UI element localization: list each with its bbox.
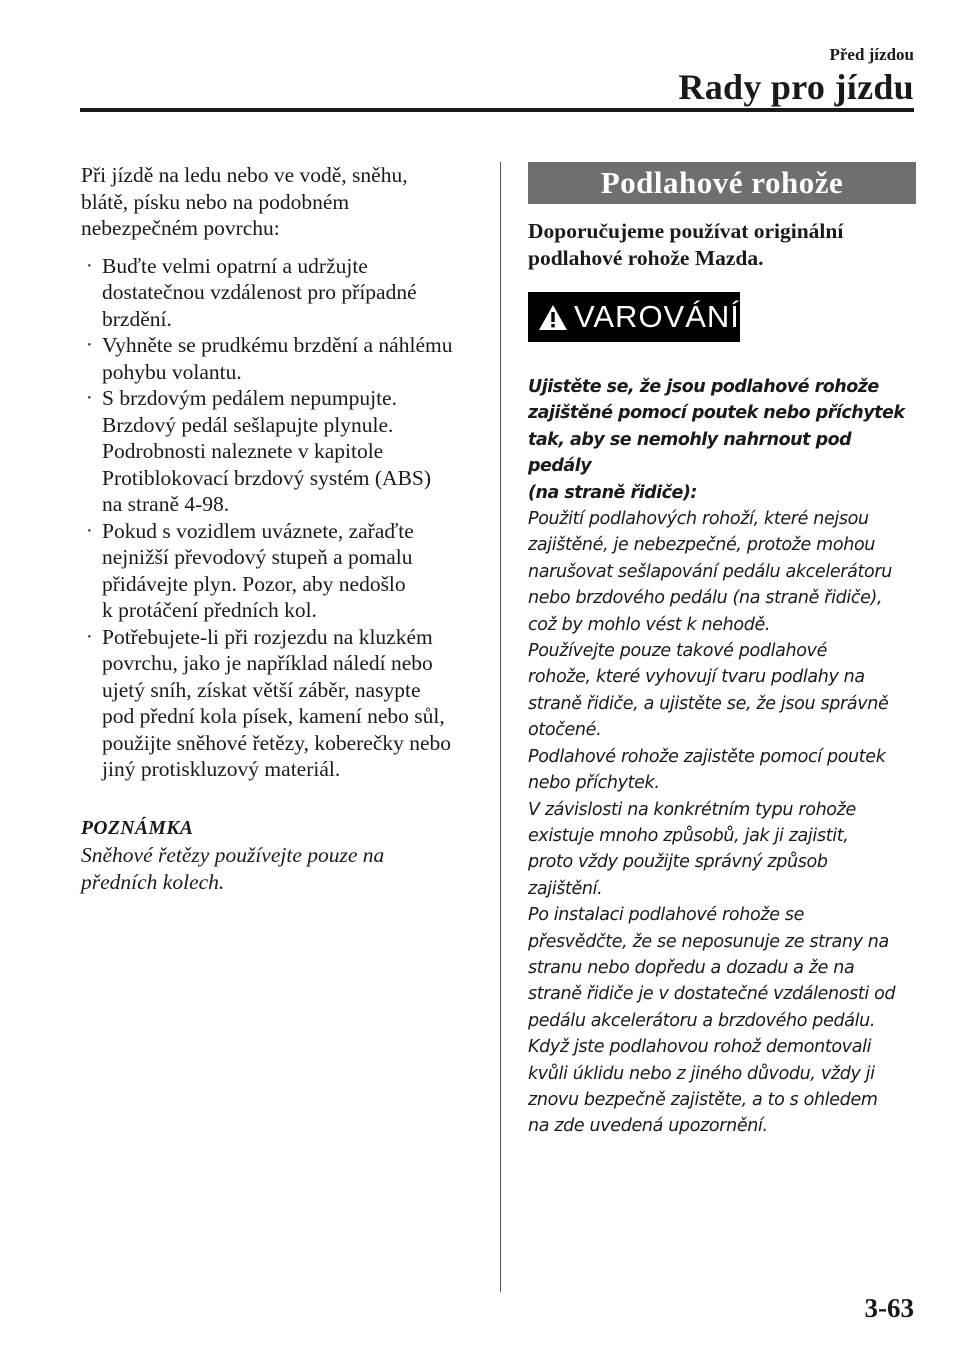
intro-line: Při jízdě na ledu nebo ve vodě, sněhu, [81,163,408,187]
bullet-dot-icon: · [86,387,93,409]
list-item: · Pokud s vozidlem uváznete, zařaďte nejnižší převodový stupeň a pomalu přidávejte plyn. Pozor, aby nedošlo k protáčení předních kol. [86,518,414,622]
intro-paragraph [81,162,481,242]
page-section-title: Rady pro jízdu [678,67,914,107]
list-item: · Potřebujete-li při rozjezdu na kluzkém povrchu, jako je například náledí nebo ujetý sníh, získat větší záběr, nasypte pod přední kola písek, kamení nebo sůl, použijte sněhové řetězy, koberečky nebo jiný protiskluzový materiál. [86,624,452,781]
warning-heading: Ujistěte se, že jsou podlahové rohože zajištěné pomocí poutek nebo příchytek tak, aby se nemohly nahrnout pod pedály (na straně řidiče): [528,377,905,503]
bullet-dot-icon: · [86,334,93,356]
chapter-title: Před jízdou [829,45,914,64]
bullet-dot-icon: · [86,254,93,277]
note-text: Sněhové řetězy používejte pouze na předních kolech. [81,843,385,894]
intro-line: blátě, písku nebo na podobném [81,189,350,214]
list-item: · S brzdovým pedálem nepumpujte. Brzdový pedál sešlapujte plynule. Podrobnosti naleznete v kapitole Protiblokovací brzdový systém (ABS) na straně 4-98. [86,386,432,516]
section-heading: Podlahové rohože [528,162,916,204]
section-intro: Doporučujeme používat originální podlahové rohože Mazda. [528,219,844,270]
warning-triangle-icon [538,304,568,331]
intro-line: nebezpečném povrchu: [81,216,280,240]
tips-list [81,253,481,783]
warning-badge [528,292,740,342]
bullet-dot-icon: · [86,625,93,648]
right-column [528,162,918,1140]
warning-paragraph: Použití podlahových rohoží, které nejsou zajištěné, je nebezpečné, protože mohou narušovat sešlapování pedálu akcelerátoru nebo brzdového pedálu (na straně řidiče), což by mohlo vést k nehodě. Používejte pouze takové podlahové rohože, které vyhovují tvaru podlahy na straně řidiče, a ujistěte se, že jsou správně otočené. Podlahové rohože zajistěte pomocí poutek nebo příchytek. V závislosti na konkrétním typu rohože existuje mnoho způsobů, jak ji zajistit, proto vždy použijte správný způsob zajištění. Po instalaci podlahové rohože se přesvědčte, že se neposunuje ze strany na stranu nebo dopředu a dozadu a že na straně řidiče je v dostatečné vzdálenosti od pedálu akcelerátoru a brzdového pedálu. Když jste podlahovou rohož demontovali kvůli úklidu nebo z jiného důvodu, vždy ji znovu bezpečně zajistěte, a to s ohledem na zde uvedená upozornění. [528,509,896,1137]
left-column [81,162,481,895]
bullet-dot-icon: · [86,519,93,542]
list-item: · Buďte velmi opatrní a udržujte dostatečnou vzdálenost pro případné brzdění. [86,253,417,331]
page-number: 3-63 [864,1293,914,1323]
list-item: · Vyhněte se prudkému brzdění a náhlému pohybu volantu. [86,333,453,384]
header-rule [80,108,914,112]
warning-text [528,374,918,1140]
column-divider [500,162,501,1292]
warning-label: VAROVÁNÍ [574,299,740,334]
note-title: POZNÁMKA [81,817,194,839]
